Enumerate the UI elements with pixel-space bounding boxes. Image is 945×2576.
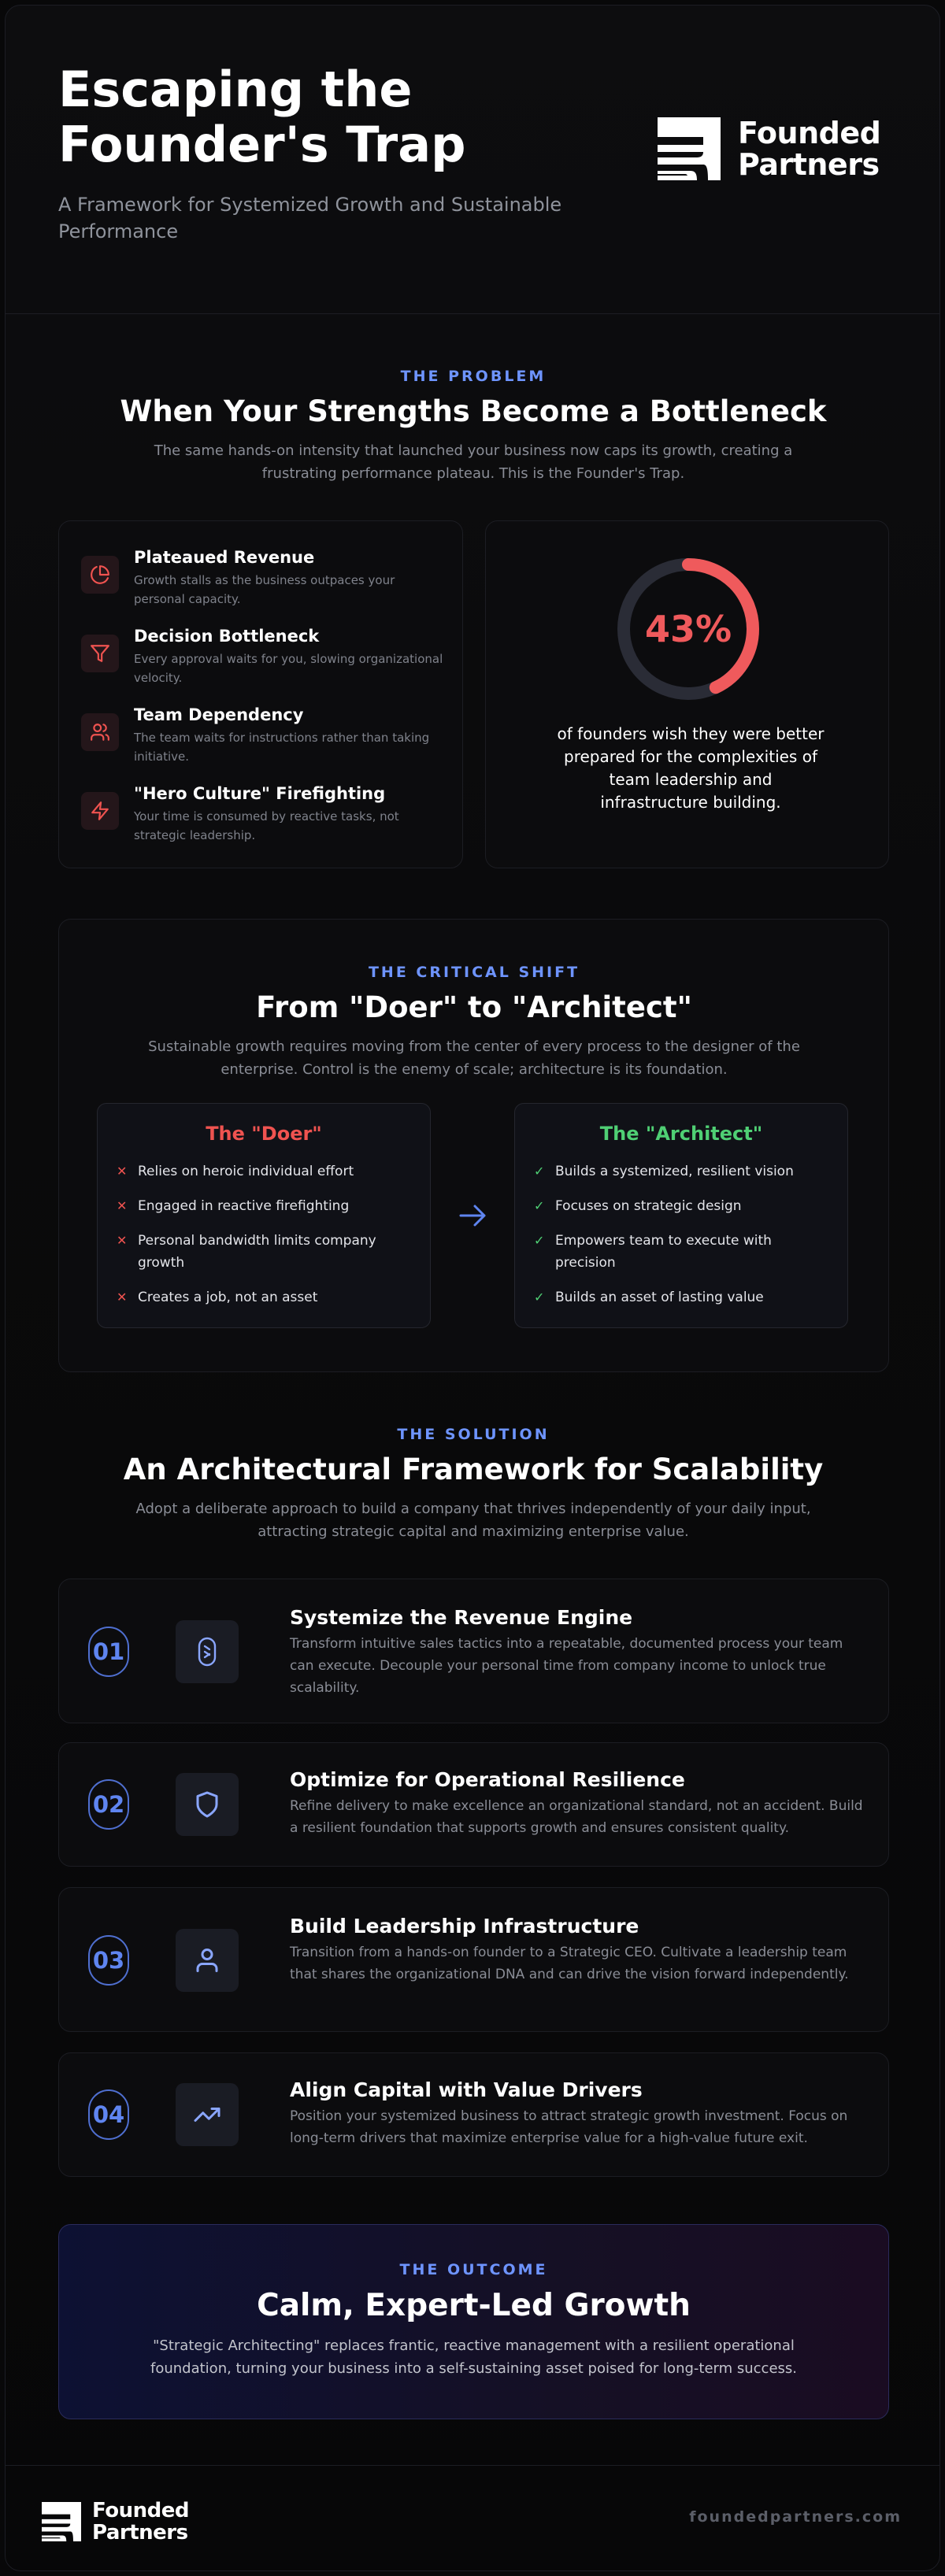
brand-logo	[658, 117, 880, 180]
step-number: 04	[88, 2089, 129, 2140]
list-item	[534, 1160, 833, 1183]
architect-list	[534, 1160, 833, 1321]
list-item-text: Builds a systemized, resilient vision	[555, 1164, 794, 1179]
problem-item-description: Growth stalls as the business outpaces your personal capacity.	[134, 573, 395, 606]
shift-card	[58, 919, 889, 1372]
trending-up-icon	[176, 2083, 239, 2146]
shift-description: Sustainable growth requires moving from the center of every process to the designer of the enterprise. Control is the enemy of scale; architecture is its foundation.	[148, 1038, 800, 1078]
shield-icon	[176, 1773, 239, 1836]
user-icon	[176, 1929, 239, 1992]
shift-eyebrow: THE CRITICAL SHIFT	[368, 964, 580, 981]
x-icon: ✕	[117, 1233, 128, 1248]
problem-item-description: Every approval waits for you, slowing organizational velocity.	[134, 652, 443, 685]
list-item-text: Focuses on strategic design	[555, 1198, 742, 1214]
x-icon: ✕	[117, 1290, 128, 1305]
infographic-page	[5, 5, 940, 2571]
arrow-right-icon	[458, 1203, 489, 1228]
check-icon: ✓	[534, 1164, 545, 1179]
step-description: Transform intuitive sales tactics into a repeatable, documented process your team can execute. Decouple your personal time from company income to unlock true scalability.	[290, 1636, 843, 1696]
logo-line-2: Partners	[738, 147, 880, 182]
solution-title: An Architectural Framework for Scalability	[123, 1453, 824, 1486]
solution-step	[58, 1579, 889, 1723]
list-item-text: Empowers team to execute with precision	[555, 1233, 772, 1271]
problem-title: When Your Strengths Become a Bottleneck	[120, 394, 827, 428]
list-item-text: Relies on heroic individual effort	[138, 1164, 354, 1179]
step-title: Align Capital with Value Drivers	[290, 2078, 643, 2101]
step-number: 01	[88, 1627, 129, 1677]
header	[6, 6, 940, 314]
step-title: Build Leadership Infrastructure	[290, 1915, 639, 1938]
problem-item-title: Team Dependency	[134, 705, 304, 724]
list-item	[534, 1286, 833, 1308]
x-icon: ✕	[117, 1164, 128, 1179]
users-icon	[81, 713, 119, 751]
solution-header	[6, 1426, 940, 1543]
footer-url-link[interactable]: foundedpartners.com	[689, 2508, 902, 2526]
step-number: 03	[88, 1935, 129, 1986]
solution-eyebrow: THE SOLUTION	[397, 1426, 550, 1443]
outcome-title: Calm, Expert-Led Growth	[257, 2288, 691, 2323]
check-icon: ✓	[534, 1198, 545, 1213]
logo-line-1: Founded	[738, 116, 881, 150]
title-line-1: Escaping the	[58, 61, 413, 118]
problem-eyebrow: THE PROBLEM	[400, 368, 547, 385]
footer-divider	[6, 2465, 940, 2466]
check-icon: ✓	[534, 1233, 545, 1248]
list-item-text: Engaged in reactive firefighting	[138, 1198, 350, 1214]
footer-logo[interactable]	[42, 2500, 189, 2544]
logo-text	[92, 2500, 189, 2544]
step-number: 02	[88, 1779, 129, 1830]
doer-title: The "Doer"	[206, 1123, 322, 1145]
solution-step	[58, 2052, 889, 2177]
problem-item-description: Your time is consumed by reactive tasks, not strategic leadership.	[134, 809, 399, 842]
stat-card	[485, 520, 889, 868]
shift-title: From "Doer" to "Architect"	[256, 990, 692, 1024]
list-item-text: Personal bandwidth limits company growth	[138, 1233, 376, 1271]
outcome-description: "Strategic Architecting" replaces frantic, reactive management with a resilient operational foundation, turning your business into a self-sustaining asset poised for long-term success.	[150, 2337, 797, 2377]
solution-step	[58, 1887, 889, 2032]
architect-title: The "Architect"	[599, 1123, 763, 1145]
list-item	[117, 1230, 416, 1274]
shift-header	[6, 964, 940, 1081]
funnel-icon	[81, 635, 119, 672]
stat-label: of founders wish they were better prepared for the complexities of team leadership and infrastructure building.	[557, 724, 825, 812]
list-item	[117, 1195, 416, 1217]
step-title: Optimize for Operational Resilience	[290, 1768, 685, 1791]
problem-description: The same hands-on intensity that launched your business now caps its growth, creating a frustrating performance plateau. This is the Founder's Trap.	[154, 442, 793, 482]
outcome-card	[58, 2224, 889, 2419]
step-description: Transition from a hands-on founder to a Strategic CEO. Cultivate a leadership team that shares the organizational DNA and can drive the vision forward independently.	[290, 1945, 849, 1982]
problem-item-title: Plateaued Revenue	[134, 548, 315, 567]
page-subtitle: A Framework for Systemized Growth and Sustainable Performance	[58, 194, 562, 242]
doer-panel	[97, 1103, 431, 1328]
problem-item-title: Decision Bottleneck	[134, 627, 320, 646]
list-item	[117, 1286, 416, 1308]
problem-list-card	[58, 520, 463, 868]
list-item	[117, 1160, 416, 1183]
engine-icon	[176, 1620, 239, 1683]
doer-list	[117, 1160, 416, 1321]
page-title	[58, 62, 562, 172]
logo-line-2: Partners	[92, 2521, 188, 2545]
problem-header	[6, 368, 940, 485]
solution-description: Adopt a deliberate approach to build a company that thrives independently of your daily input, attracting strategic capital and maximizing enterprise value.	[135, 1501, 811, 1540]
check-icon: ✓	[534, 1290, 545, 1305]
stat-donut	[613, 554, 763, 704]
list-item-text: Builds an asset of lasting value	[555, 1290, 764, 1305]
title-line-2: Founder's Trap	[58, 116, 466, 173]
lightning-icon	[81, 792, 119, 830]
logo-text	[738, 117, 880, 180]
pie-chart-icon	[81, 556, 119, 594]
outcome-eyebrow: THE OUTCOME	[399, 2261, 548, 2278]
solution-step	[58, 1742, 889, 1867]
problem-item-description: The team waits for instructions rather than taking initiative.	[134, 731, 430, 764]
x-icon: ✕	[117, 1198, 128, 1213]
list-item	[534, 1195, 833, 1217]
list-item-text: Creates a job, not an asset	[138, 1290, 318, 1305]
logo-line-1: Founded	[92, 2499, 189, 2522]
step-description: Position your systemized business to attract strategic growth investment. Focus on long-term drivers that maximize enterprise value for a high-value future exit.	[290, 2108, 848, 2146]
architect-panel	[514, 1103, 848, 1328]
stat-value: 43%	[644, 608, 732, 650]
problem-item-title: "Hero Culture" Firefighting	[134, 784, 386, 803]
step-description: Refine delivery to make excellence an organizational standard, not an accident. Build a resilient foundation that supports growth and ensures consistent quality.	[290, 1798, 863, 1836]
list-item	[534, 1230, 833, 1274]
logo-mark-icon	[42, 2502, 81, 2541]
step-title: Systemize the Revenue Engine	[290, 1606, 633, 1629]
logo-mark-icon	[658, 117, 721, 180]
